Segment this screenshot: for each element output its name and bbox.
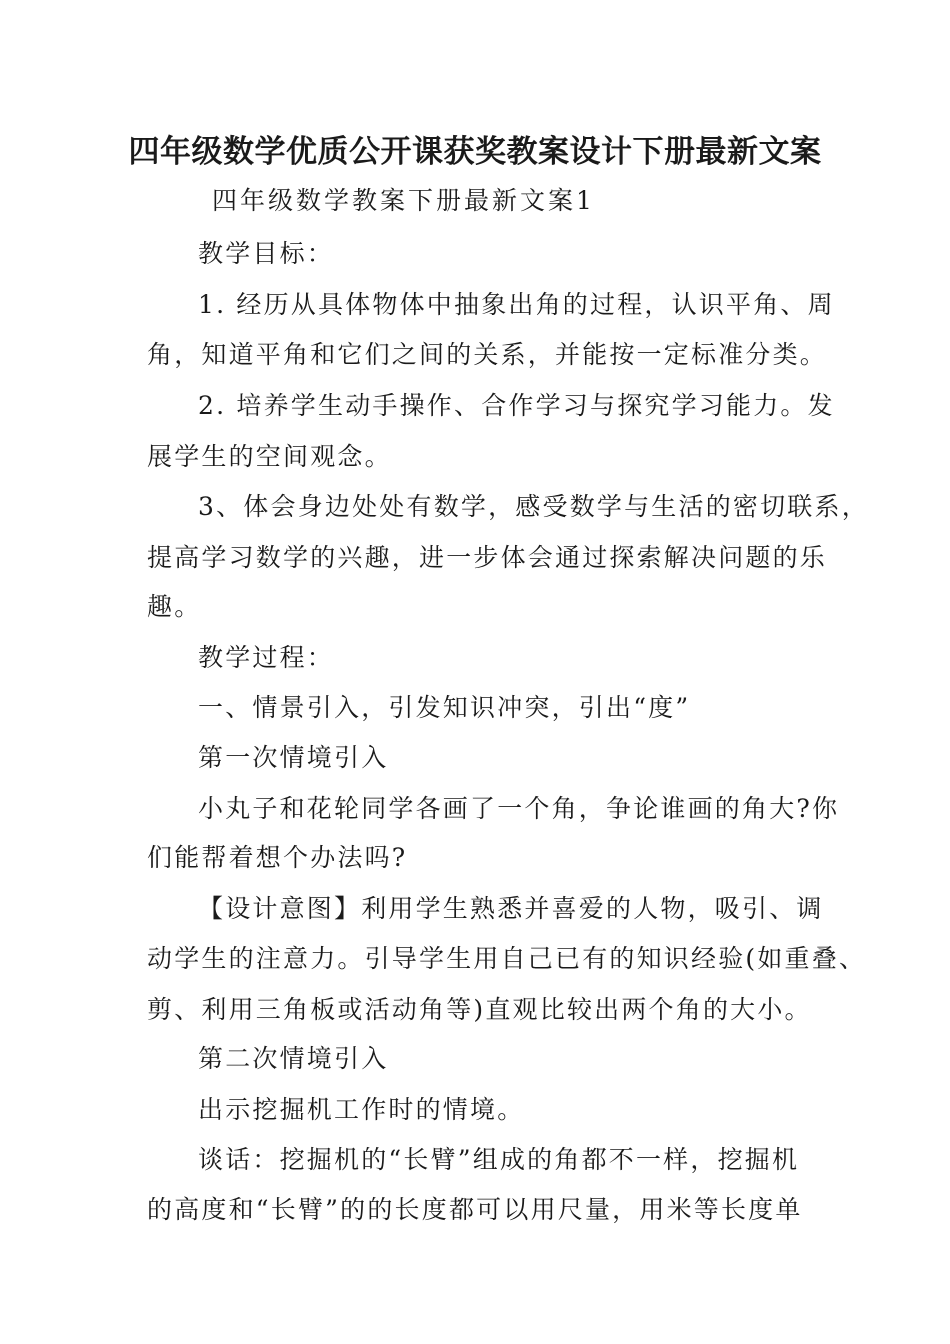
paragraph-line: 的高度和“长臂”的的长度都可以用尺量，用米等长度单: [147, 1195, 803, 1224]
subsection-heading: 第一次情境引入: [198, 743, 389, 772]
paragraph-line: 们能帮着想个办法吗?: [147, 843, 408, 872]
paragraph-line: 【设计意图】利用学生熟悉并喜爱的人物，吸引、调: [198, 894, 824, 923]
document-subtitle: 四年级数学教案下册最新文案1: [212, 186, 595, 215]
heading-teaching-goals: 教学目标：: [198, 239, 335, 268]
paragraph-line: 1. 经历从具体物体中抽象出角的过程，认识平角、周: [198, 290, 835, 319]
document-title: 四年级数学优质公开课获奖教案设计下册最新文案: [128, 134, 822, 170]
paragraph-line: 2. 培养学生动手操作、合作学习与探究学习能力。发: [198, 391, 835, 420]
paragraph-line: 谈话：挖掘机的“长臂”组成的角都不一样，挖掘机: [198, 1145, 800, 1174]
paragraph-line: 动学生的注意力。引导学生用自己已有的知识经验(如重叠、: [147, 944, 867, 973]
paragraph-line: 剪、利用三角板或活动角等)直观比较出两个角的大小。: [147, 995, 812, 1024]
paragraph-line: 出示挖掘机工作时的情境。: [198, 1095, 525, 1124]
paragraph-line: 3、体会身边处处有数学，感受数学与生活的密切联系，: [198, 492, 869, 521]
paragraph-line: 提高学习数学的兴趣，进一步体会通过探索解决问题的乐: [147, 543, 828, 572]
paragraph-line: 角，知道平角和它们之间的关系，并能按一定标准分类。: [147, 340, 828, 369]
paragraph-line: 展学生的空间观念。: [147, 442, 392, 471]
subsection-heading: 第二次情境引入: [198, 1044, 389, 1073]
section-heading: 一、情景引入，引发知识冲突，引出“度”: [198, 693, 691, 722]
paragraph-line: 小丸子和花轮同学各画了一个角，争论谁画的角大?你: [198, 794, 840, 823]
heading-teaching-process: 教学过程：: [198, 643, 335, 672]
paragraph-line: 趣。: [147, 592, 202, 621]
